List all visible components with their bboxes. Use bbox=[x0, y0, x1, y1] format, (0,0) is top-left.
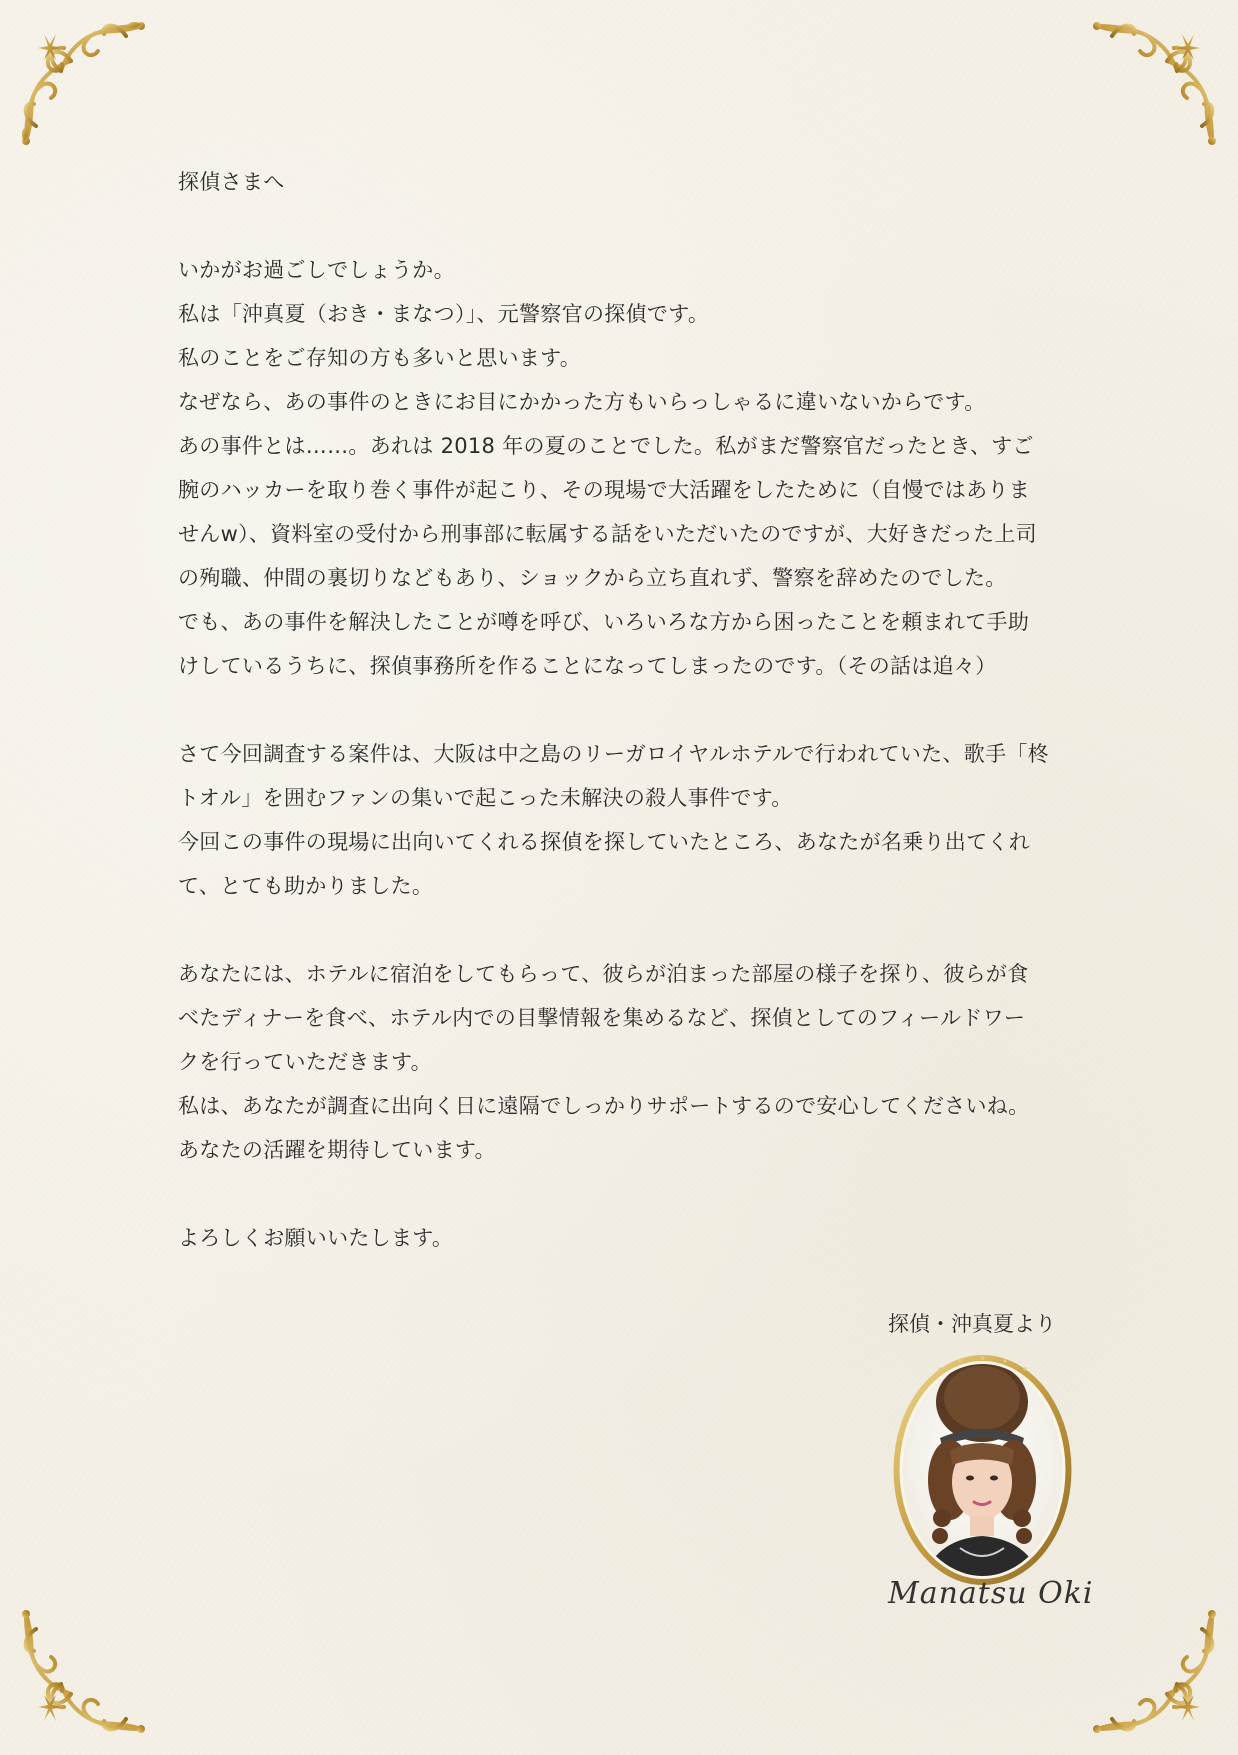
letter-line: あの事件とは……。あれは 2018 年の夏のことでした。私がまだ警察官だったとき、すご bbox=[178, 434, 1034, 458]
letter-line: 今回この事件の現場に出向いてくれる探偵を探していたところ、あなたが名乗り出てくれ bbox=[178, 830, 1030, 854]
letter-line: の殉職、仲間の裏切りなどもあり、ショックから立ち直れず、警察を辞めたのでした。 bbox=[178, 566, 1007, 590]
letter-line: 私は、あなたが調査に出向く日に遠隔でしっかりサポートするので安心してくださいね。 bbox=[178, 1094, 1030, 1118]
letter-line: けしているうちに、探偵事務所を作ることになってしまったのです。（その話は追々） bbox=[178, 654, 997, 678]
letter-line: べたディナーを食べ、ホテル内での目撃情報を集めるなど、探偵としてのフィールドワー bbox=[178, 1006, 1026, 1030]
corner-flourish-bottom-left-icon bbox=[16, 1604, 151, 1739]
letter-line: でも、あの事件を解決したことが噂を呼び、いろいろな方から困ったことを頼まれて手助 bbox=[178, 610, 1030, 634]
letter-line: なぜなら、あの事件のときにお目にかかった方もいらっしゃるに違いないからです。 bbox=[178, 390, 986, 414]
paragraph-gap bbox=[178, 204, 1118, 248]
letter-line: クを行っていただきます。 bbox=[178, 1050, 432, 1074]
autograph-signature: Manatsu Oki bbox=[888, 1576, 1094, 1611]
letter-line: 私のことをご存知の方も多いと思います。 bbox=[178, 346, 582, 370]
paragraph-gap bbox=[178, 688, 1118, 732]
paragraph-gap bbox=[178, 908, 1118, 952]
letter-line: トオル」を囲むファンの集いで起こった未解決の殺人事件です。 bbox=[178, 786, 793, 810]
corner-flourish-bottom-right-icon bbox=[1087, 1604, 1222, 1739]
closing-line: よろしくお願いいたします。 bbox=[178, 1226, 454, 1250]
sender-name: 探偵・沖真夏より bbox=[888, 1312, 1056, 1336]
letter-body bbox=[178, 160, 1118, 1260]
letter-line: 私は「沖真夏（おき・まなつ）」、元警察官の探偵です。 bbox=[178, 302, 710, 326]
letter-line: て、とても助かりました。 bbox=[178, 874, 434, 898]
letter-line: あなたには、ホテルに宿泊をしてもらって、彼らが泊まった部屋の様子を探り、彼らが食 bbox=[178, 962, 1029, 986]
letter-line: いかがお過ごしでしょうか。 bbox=[178, 258, 455, 282]
letter-line: せんw）、資料室の受付から刑事部に転属する話をいただいたのですが、大好きだった上司 bbox=[178, 522, 1037, 546]
letter-line: 腕のハッカーを取り巻く事件が起こり、その現場で大活躍をしたために（自慢ではありま bbox=[178, 478, 1030, 502]
portrait-frame bbox=[890, 1350, 1075, 1590]
letter-line: あなたの活躍を期待しています。 bbox=[178, 1138, 496, 1162]
corner-flourish-top-left-icon bbox=[16, 16, 151, 151]
salutation: 探偵さまへ bbox=[178, 170, 285, 194]
letter-line: さて今回調査する案件は、大阪は中之島のリーガロイヤルホテルで行われていた、歌手「柊 bbox=[178, 742, 1049, 766]
paragraph-gap bbox=[178, 1172, 1118, 1216]
corner-flourish-top-right-icon bbox=[1087, 16, 1222, 151]
